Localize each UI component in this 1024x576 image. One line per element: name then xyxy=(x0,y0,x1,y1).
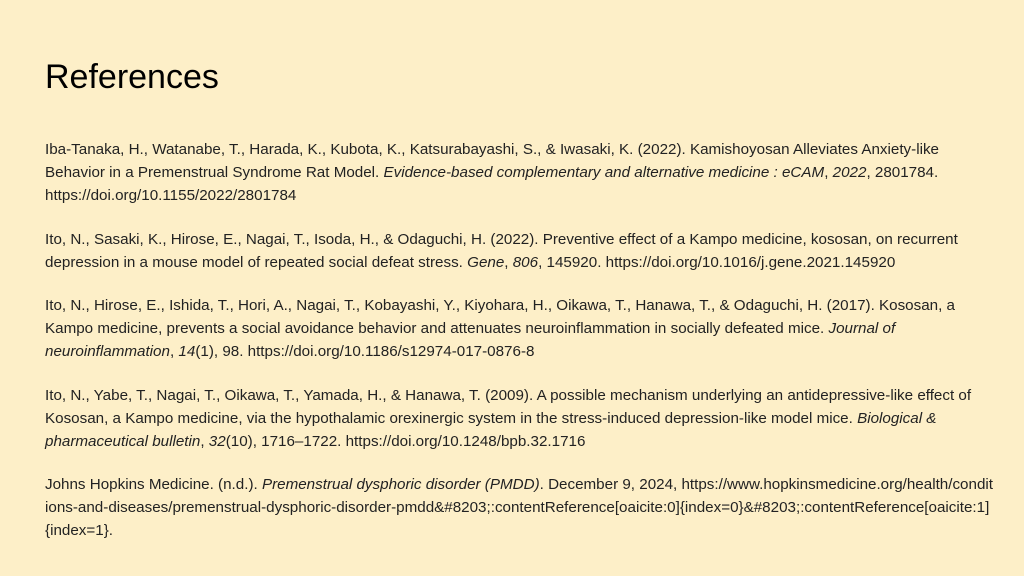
reference-journal: Journal of neuroinflammation xyxy=(45,320,896,360)
reference-item xyxy=(45,228,995,274)
reference-text: Johns Hopkins Medicine. (n.d.). xyxy=(45,476,262,493)
reference-url[interactable]: https://www.hopkinsmedicine.org/health/conditions-and-diseases/premenstrual-dysphoric-disorder-pmdd&#8203;:contentReference[oaicite:0]{index=0}&#8203;:contentReference[oaicite:1]{index=1}. xyxy=(45,476,993,539)
reference-volume: 32 xyxy=(208,432,226,450)
reference-separator: . December 9, 2024, xyxy=(539,476,682,493)
reference-details: , 2801784. https://doi.org/10.1155/2022/2801784 xyxy=(45,164,939,204)
reference-separator: , xyxy=(200,432,209,450)
reference-text: Ito, N., Hirose, E., Ishida, T., Hori, A., Nagai, T., Kobayashi, Y., Kiyohara, H., Oikawa, T., Hanawa, T., & Odaguchi, H. (2017). Kososan, a Kampo medicine, prevents a social avoidance behavior and attenuates neuroinflammation in socially defeated mice. xyxy=(45,297,956,337)
reference-journal: Premenstrual dysphoric disorder (PMDD) xyxy=(261,476,540,493)
reference-separator: , xyxy=(169,343,179,360)
reference-separator: , xyxy=(504,253,513,271)
reference-text: Ito, N., Yabe, T., Nagai, T., Oikawa, T., Yamada, H., & Hanawa, T. (2009). A possible mechanism underlying an antidepressive-like effect of Kososan, a Kampo medicine, via the hypothalamic orexinergic system in the stress-induced depression-like model mice. xyxy=(45,386,972,427)
reference-details: , 145920. https://doi.org/10.1016/j.gene.2021.145920 xyxy=(538,253,896,271)
reference-item xyxy=(45,294,995,363)
reference-volume: 14 xyxy=(178,343,196,360)
reference-details: (1), 98. https://doi.org/10.1186/s12974-017-0876-8 xyxy=(195,343,535,360)
reference-separator: , xyxy=(824,164,833,181)
reference-item xyxy=(45,473,995,542)
reference-text: Ito, N., Sasaki, K., Hirose, E., Nagai, T., Isoda, H., & Odaguchi, H. (2022). Preventive effect of a Kampo medicine, kososan, on recurrent depression in a mouse model of repeated social defeat stress. xyxy=(45,230,958,271)
reference-journal: Biological & pharmaceutical bulletin xyxy=(45,409,937,450)
page-title: References xyxy=(45,58,219,96)
reference-volume: 2022 xyxy=(832,164,867,181)
reference-item xyxy=(45,384,995,453)
reference-text: Iba-Tanaka, H., Watanabe, T., Harada, K., Kubota, K., Katsurabayashi, S., & Iwasaki, K. (2022). Kamishoyosan Alleviates Anxiety-like Behavior in a Premenstrual Syndrome Rat Model. xyxy=(45,141,939,181)
reference-journal: Gene xyxy=(467,253,505,271)
reference-item xyxy=(45,138,995,207)
reference-journal: Evidence-based complementary and alternative medicine : eCAM xyxy=(383,164,825,181)
reference-details: (10), 1716–1722. https://doi.org/10.1248/bpb.32.1716 xyxy=(225,432,586,450)
reference-volume: 806 xyxy=(512,253,539,271)
reference-list xyxy=(45,138,995,563)
